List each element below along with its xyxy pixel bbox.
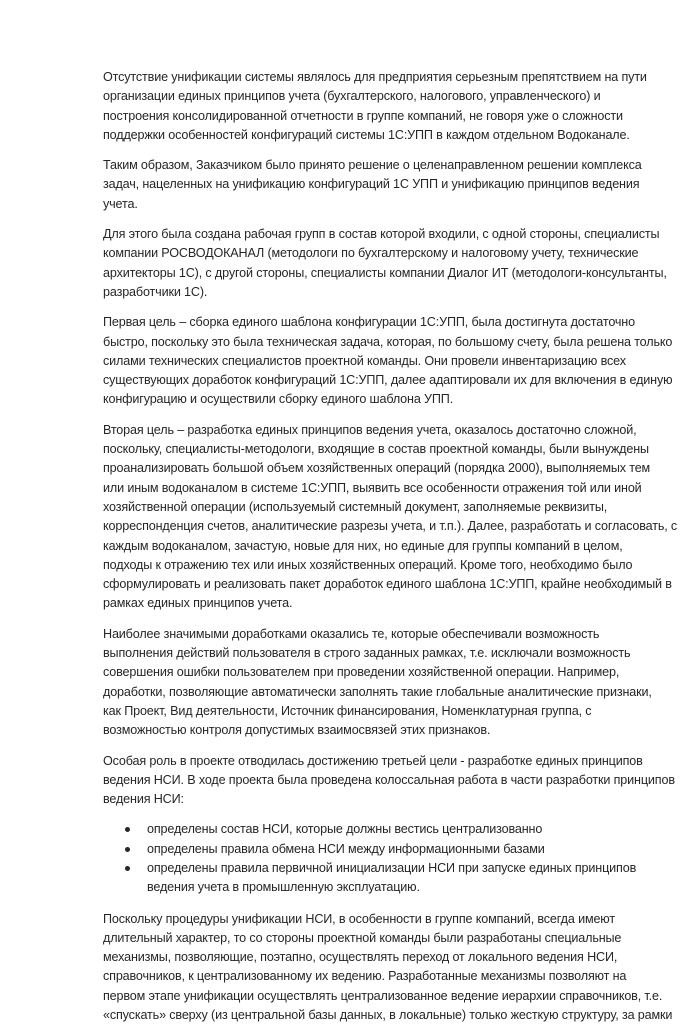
text-line: хозяйственной операции (используемый системный документ, заполняемые реквизиты,	[103, 499, 608, 514]
text-line: каждым водоканалом, зачастую, новые для них, но единые для группы компаний в целом,	[103, 538, 623, 553]
paragraph	[103, 225, 693, 302]
body-text-bottom	[103, 910, 693, 1026]
text-line: поддержки особенностей конфигураций системы 1С:УПП в каждом отдельном Водоканале.	[103, 127, 630, 142]
text-line: или иным водоканалом в системе 1С:УПП, выявить все особенности отражения той или иной	[103, 480, 642, 495]
text-line: построения консолидированной отчетности в группе компаний, не говоря уже о сложности	[103, 108, 623, 123]
text-line: Для этого была создана рабочая групп в состав которой входили, с одной стороны, специалисты	[103, 227, 660, 242]
text-line: как Проект, Вид деятельности, Источник финансирования, Номенклатурная группа, с	[103, 703, 592, 718]
text-line: справочников, к централизованному их ведению. Разработанные механизмы позволяют на	[103, 969, 627, 984]
paragraph	[103, 68, 693, 145]
paragraph	[103, 156, 693, 214]
paragraph	[103, 421, 693, 614]
text-line: корреспонденция счетов, аналитические разрезы учета, и т.п.). Далее, разработать и согласовать, с	[103, 519, 678, 534]
text-line: задач, нацеленных на унификацию конфигураций 1С УПП и унификацию принципов ведения	[103, 177, 640, 192]
bullet-dot-icon	[125, 866, 130, 871]
bullet-item	[103, 859, 693, 898]
bullet-text-line: ведения учета в промышленную эксплуатацию.	[147, 880, 420, 895]
paragraph	[103, 752, 693, 810]
text-line: архитекторы 1С), с другой стороны, специалисты компании Диалог ИТ (методологи-консультанты,	[103, 265, 667, 280]
text-line: Отсутствие унификации системы являлось для предприятия серьезным препятствием на пути	[103, 70, 647, 84]
text-line: Поскольку процедуры унификации НСИ, в особенности в группе компаний, всегда имеют	[103, 911, 615, 926]
text-line: Таким образом, Заказчиком было принято решение о целенаправленном решении комплекса	[103, 158, 642, 173]
bullet-dot-icon	[125, 847, 130, 852]
text-line: рамках единых принципов учета.	[103, 596, 293, 611]
text-line: Особая роль в проекте отводилась достижению третьей цели - разработке единых принципов	[103, 753, 643, 768]
text-line: проанализировать большой объем хозяйственных операций (порядка 2000), выполняемых тем	[103, 461, 651, 476]
text-line: выполнения действий пользователя в строго заданных рамках, т.е. исключали возможность	[103, 646, 631, 661]
bullet-text-line: определены состав НСИ, которые должны вестись централизованно	[147, 822, 543, 837]
document-page	[103, 68, 693, 1036]
text-line: доработки, позволяющие автоматически заполнять такие глобальные аналитические признаки,	[103, 684, 652, 699]
paragraph	[103, 625, 693, 741]
text-line: организации единых принципов учета (бухгалтерского, налогового, управленческого) и	[103, 89, 601, 104]
text-line: Первая цель – сборка единого шаблона конфигурации 1С:УПП, была достигнута достаточно	[103, 315, 635, 330]
text-line: «спускать» сверху (из центральной базы данных, в локальные) только жесткую структуру, за рамки	[103, 1008, 673, 1023]
text-line: Наиболее значимыми доработками оказались те, которые обеспечивали возможность	[103, 626, 600, 641]
text-line: механизмы, позволяющие, поэтапно, осуществлять переход от локального ведения НСИ,	[103, 950, 618, 965]
bullet-item	[103, 840, 693, 859]
nsi-bullet-list	[103, 820, 693, 897]
text-line: ведения НСИ:	[103, 792, 184, 807]
bullet-text-line: определены правила обмена НСИ между информационными базами	[147, 841, 545, 856]
text-line: учета.	[103, 196, 138, 211]
text-line: подходы к отражению тех или иных хозяйственных операций. Кроме того, необходимо было	[103, 557, 633, 572]
bullet-dot-icon	[125, 827, 130, 832]
text-line: длительный характер, то со стороны проектной команды были разработаны специальные	[103, 930, 622, 945]
text-line: сформулировать и реализовать пакет доработок единого шаблона 1С:УПП, крайне необходимый в	[103, 577, 672, 592]
text-line: быстро, поскольку это была техническая задача, которая, по большому счету, была решена только	[103, 334, 673, 349]
paragraph	[103, 910, 693, 1026]
text-line: Вторая цель – разработка единых принципов ведения учета, оказалось достаточно сложной,	[103, 422, 637, 437]
bullet-text-line: определены правила первичной инициализации НСИ при запуске единых принципов	[147, 860, 637, 875]
text-line: компании РОСВОДОКАНАЛ (методологи по бухгалтерскому и налоговому учету, технические	[103, 246, 639, 261]
text-line: первом этапе унификации осуществлять централизованное ведение иерархии справочников, т.е.	[103, 988, 663, 1003]
text-line: ведения НСИ. В ходе проекта была проведена колоссальная работа в части разработки принципов	[103, 772, 675, 787]
bullet-item	[103, 820, 693, 839]
paragraph	[103, 313, 693, 409]
text-line: разработчики 1С).	[103, 284, 208, 299]
text-line: поскольку, специалисты-методологи, входящие в состав проектной команды, были вынуждены	[103, 442, 649, 457]
text-line: силами технических специалистов проектной команды. Они провели инвентаризацию всех	[103, 353, 626, 368]
text-line: конфигурацию и осуществили сборку единого шаблона УПП.	[103, 392, 454, 407]
body-text-top	[103, 68, 693, 809]
text-line: возможностью контроля допустимых взаимосвязей этих признаков.	[103, 723, 491, 738]
text-line: существующих доработок конфигураций 1С:УПП, далее адаптировали их для включения в единую	[103, 373, 673, 388]
text-line: совершения ошибки пользователем при проведении хозяйственной операции. Например,	[103, 665, 620, 680]
